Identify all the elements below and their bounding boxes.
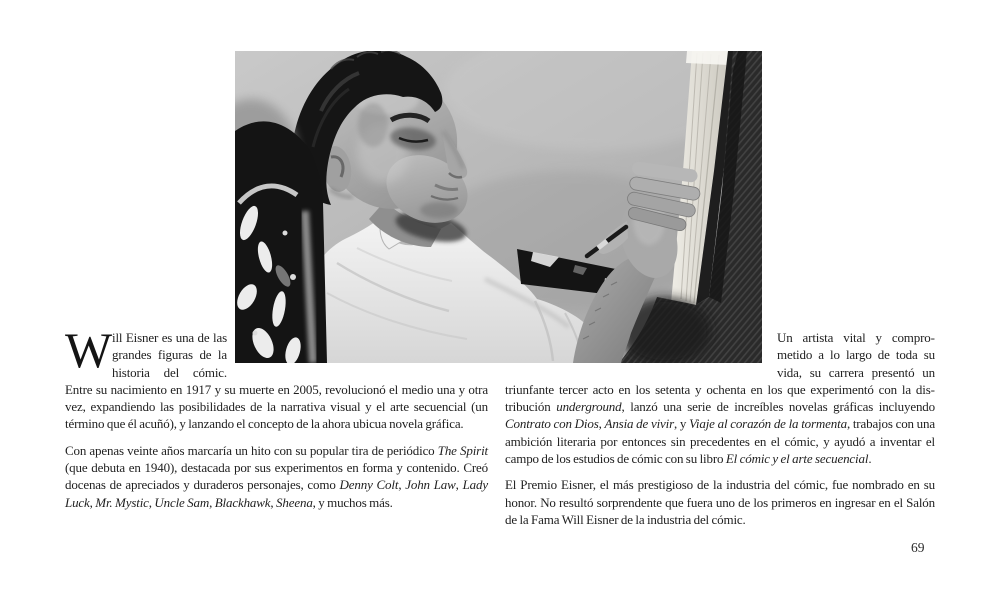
left-column: [65, 322, 489, 511]
paragraph-spirit: Con apenas veinte años marcaría un hito con su popular tira de periódico The Spirit (que debuta en 1940), destacada por sus experimentos en forma y contenido. Creó docenas de apreciados y duraderos personajes, como Denny Colt, John Law, Lady Luck, Mr. Mystic, Uncle Sam, Blackhawk, Sheena, y muchos más.: [65, 442, 489, 510]
photo-wrap-spacer: [505, 329, 777, 377]
right-column: [505, 329, 935, 528]
photo-wrap-spacer: [227, 329, 488, 377]
paragraph-text: Un artista vital y comprometido a lo largo de toda su vida, su carrera presentó un triunfante tercer acto en los setenta y ochenta en los que experimentó con la distribución underground, lanzó una serie de increíbles novelas gráficas incluyendo Contrato con Dios, Ansia de vivir, y Viaje al corazón de la tormenta, trabajos con una ambición literaria por entonces sin precedentes en el cómic, y ayudó a inventar el campo de los estudios de cómic con su libro El cómic y el arte secuencial.: [505, 330, 936, 467]
paragraph-eisner-award: El Premio Eisner, el más prestigioso de la industria del cómic, fue nombrado en su honor. No resultó sorprendente que fuera uno de los primeros en ingresar en el Salón de la Fama Will Eisner de la industria del cómic.: [505, 477, 935, 527]
paragraph-intro: [65, 322, 488, 433]
page-number: 69: [911, 540, 925, 555]
will-eisner-photo: [235, 51, 762, 363]
dropcap-w: W: [65, 322, 113, 378]
paragraph-career: [505, 329, 935, 467]
paragraph-text: ill Eisner es una de las grandes figuras de la historia del cómic. Entre su nacimiento en 1917 y su muerte en 2005, revolucionó el medio una y otra vez, expandiendo las posibilidades de la narrativa visual y el arte secuencial (un término que él acuñó), y lanzando el concepto de la ahora ubicua novela gráfica.: [65, 330, 488, 432]
